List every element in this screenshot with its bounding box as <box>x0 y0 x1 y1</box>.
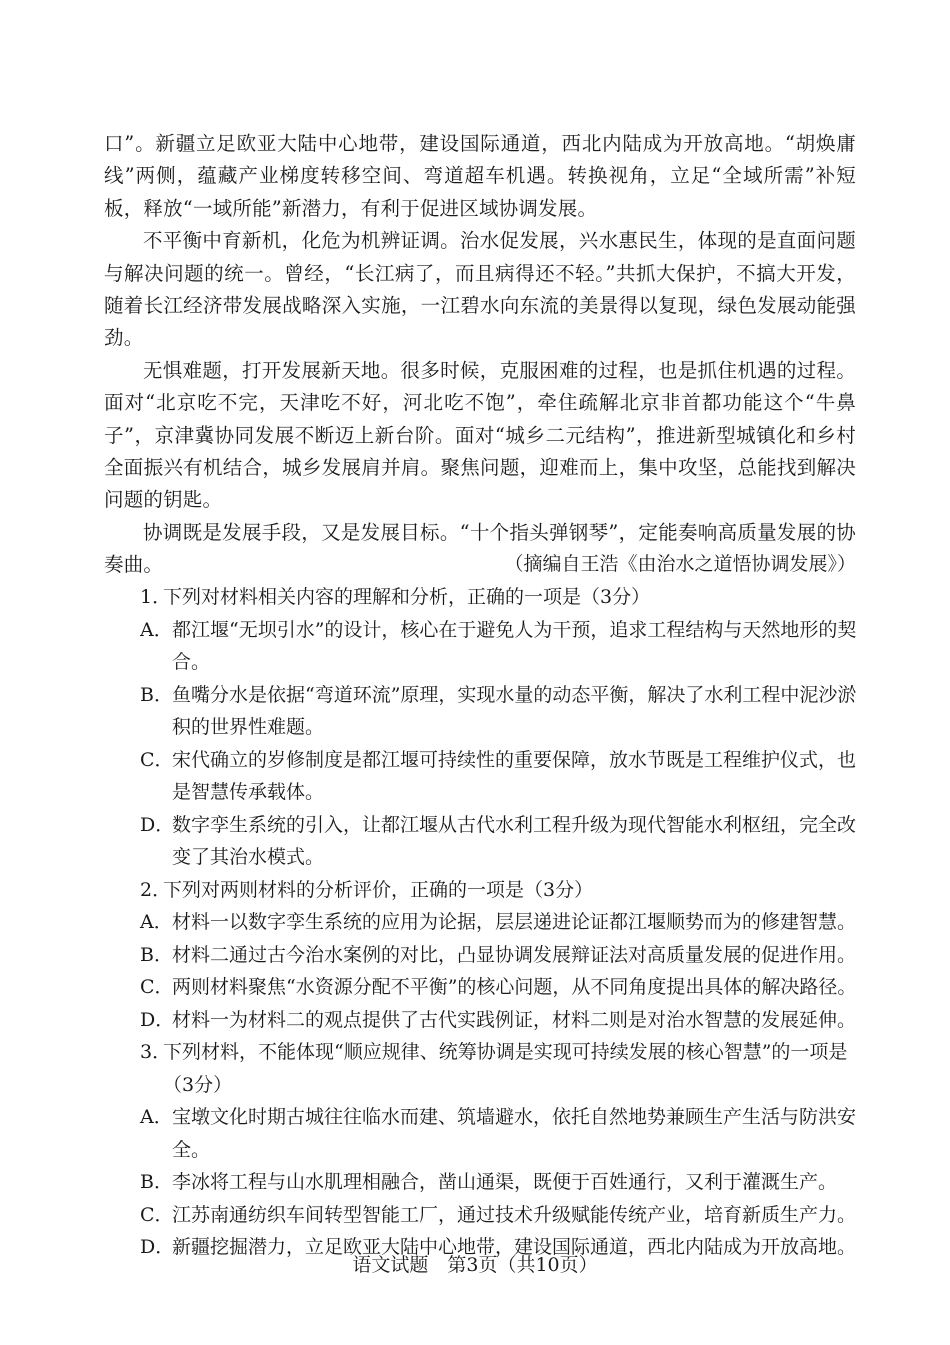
passage-paragraph: 不平衡中育新机，化危为机辨证调。治水促发展，兴水惠民生，体现的是直面问题与解决问题的统一。曾经，“长江病了，而且病得还不轻。”共抓大保护，不搞大开发，随着长江经济带发展战略深入实施，一江碧水向东流的美景得以复现，绿色发展动能强劲。 <box>104 229 856 350</box>
option-c <box>104 971 864 1004</box>
option-letter: B． <box>140 1171 173 1193</box>
option-text: 李冰将工程与山水肌理相融合，凿山通渠，既便于百姓通行，又利于灌溉生产。 <box>172 1171 838 1193</box>
question-stem <box>104 874 864 907</box>
page-footer: 语文试题 第3页（共10页） <box>352 1254 598 1276</box>
question-number: 2． <box>140 878 172 901</box>
option-text: 材料一为材料二的观点提供了古代实践例证，材料二则是对治水智慧的发展延伸。 <box>172 1008 857 1031</box>
option-a <box>104 1101 864 1166</box>
question-3 <box>104 1036 864 1264</box>
option-d <box>104 809 864 874</box>
passage-paragraph: 协调既是发展手段，又是发展目标。“十个指头弹钢琴”，定能奏响高质量发展的协奏曲。 <box>104 520 856 577</box>
question-text: 下列材料，不能体现“顺应规律、统筹协调是实现可持续发展的核心智慧”的一项是（3分） <box>163 1041 848 1096</box>
option-text: 材料一以数字孪生系统的应用为论据，层层递进论证都江堰顺势而为的修建智慧。 <box>172 911 857 933</box>
question-1 <box>104 581 864 874</box>
option-b <box>104 679 864 744</box>
option-b <box>104 1166 864 1199</box>
question-2 <box>104 874 864 1037</box>
option-letter: A． <box>140 618 173 641</box>
option-letter: A． <box>140 1106 173 1128</box>
option-text: 数字孪生系统的引入，让都江堰从古代水利工程升级为现代智能水利枢纽，完全改变了其治水模式。 <box>172 813 857 868</box>
option-letter: B． <box>140 943 173 966</box>
question-number: 1． <box>140 586 172 608</box>
option-letter: D． <box>140 1008 175 1031</box>
option-letter: C． <box>140 748 174 771</box>
option-letter: A． <box>140 911 173 933</box>
option-text: 材料二通过古今治水案例的对比，凸显协调发展辩证法对高质量发展的促进作用。 <box>172 943 857 966</box>
option-text: 都江堰“无坝引水”的设计，核心在于避免人为干预，追求工程结构与天然地形的契合。 <box>172 618 857 673</box>
option-text: 江苏南通纺织车间转型智能工厂，通过技术升级赋能传统产业，培育新质生产力。 <box>172 1203 857 1226</box>
option-text: 两则材料聚焦“水资源分配不平衡”的核心问题，从不同角度提出具体的解决路径。 <box>172 976 857 998</box>
option-text: 鱼嘴分水是依据“弯道环流”原理，实现水量的动态平衡，解决了水利工程中泥沙淤积的世界性难题。 <box>172 683 857 738</box>
option-d <box>104 1004 864 1037</box>
reading-passage <box>104 128 856 582</box>
option-c <box>104 744 864 809</box>
question-text: 下列对材料相关内容的理解和分析，正确的一项是（3分） <box>163 586 651 608</box>
question-text: 下列对两则材料的分析评价，正确的一项是（3分） <box>163 878 594 901</box>
option-text: 新疆挖掘潜力，立足欧亚大陆中心地带，建设国际通道，西北内陆成为开放高地。 <box>172 1236 857 1258</box>
option-text: 宝墩文化时期古城往往临水而建、筑墙避水，依托自然地势兼顾生产生活与防洪安全。 <box>172 1106 857 1161</box>
option-a <box>104 906 864 939</box>
question-stem <box>104 581 864 614</box>
option-letter: D． <box>140 1236 175 1258</box>
passage-source: （摘编自王浩《由治水之道悟协调发展》） <box>504 553 856 575</box>
option-letter: D． <box>140 813 175 836</box>
option-a <box>104 614 864 679</box>
option-letter: B． <box>140 683 173 706</box>
question-list <box>104 581 864 1264</box>
option-text: 宋代确立的岁修制度是都江堰可持续性的重要保障，放水节既是工程维护仪式，也是智慧传承载体。 <box>172 748 857 803</box>
option-letter: C． <box>140 1203 174 1226</box>
passage-paragraph: 无惧难题，打开发展新天地。很多时候，克服困难的过程，也是抓住机遇的过程。面对“北京吃不完，天津吃不好，河北吃不饱”，牵住疏解北京非首都功能这个“牛鼻子”，京津冀协同发展不断迈上新台阶。面对“城乡二元结构”，推进新型城镇化和乡村全面振兴有机结合，城乡发展肩并肩。聚焦问题，迎难而上，集中攻坚，总能找到解决问题的钥匙。 <box>104 358 856 512</box>
question-number: 3． <box>140 1041 172 1063</box>
option-c <box>104 1199 864 1232</box>
question-stem <box>104 1036 864 1101</box>
option-b <box>104 939 864 972</box>
passage-paragraph: 口”。新疆立足欧亚大陆中心地带，建设国际通道，西北内陆成为开放高地。“胡焕庸线”两侧，蕴藏产业梯度转移空间、弯道超车机遇。转换视角，立足“全域所需”补短板，释放“一域所能”新潜力，有利于促进区域协调发展。 <box>104 132 856 220</box>
option-letter: C． <box>140 976 174 998</box>
